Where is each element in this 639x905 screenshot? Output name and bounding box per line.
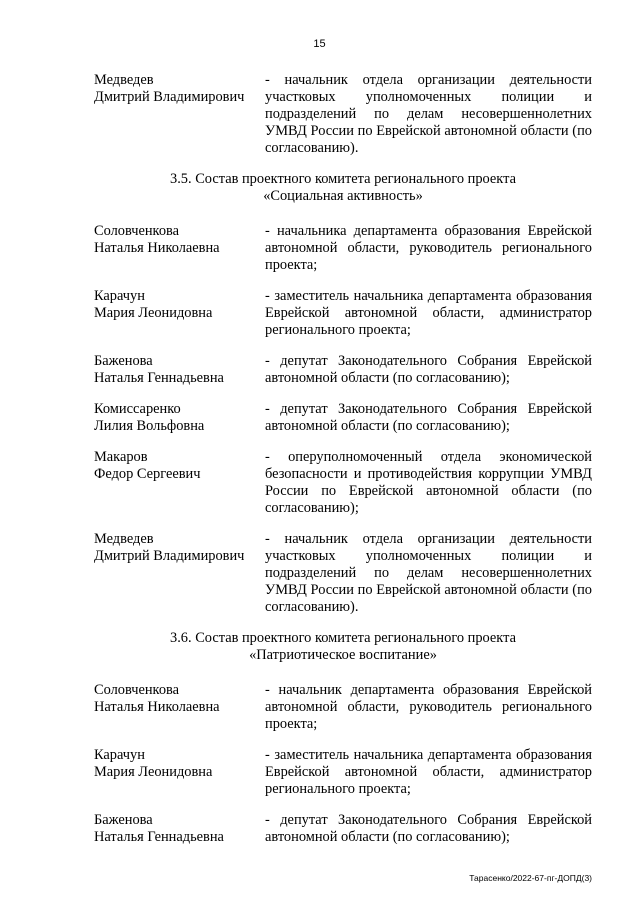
member-entry xyxy=(94,682,592,733)
member-given-names: Мария Леонидовна xyxy=(94,764,213,780)
section-heading-project-name: «Патриотическое воспитание» xyxy=(249,647,437,663)
member-surname: Соловченкова xyxy=(94,682,180,698)
member-role: - начальник отдела организации деятельности участковых уполномоченных полиции и подразделений по делам несовершеннолетних УМВД России по Еврейской автономной области (по согласованию). xyxy=(265,72,592,156)
member-name xyxy=(94,531,265,616)
document-body xyxy=(94,72,592,860)
member-given-names: Наталья Николаевна xyxy=(94,699,220,715)
member-surname: Комиссаренко xyxy=(94,401,181,417)
member-role: - заместитель начальника департамента образования Еврейской автономной области, администратор регионального проекта; xyxy=(265,288,592,338)
member-role: - депутат Законодательного Собрания Еврейской автономной области (по согласованию); xyxy=(265,353,592,386)
member-name xyxy=(94,449,265,517)
member-given-names: Федор Сергеевич xyxy=(94,466,201,482)
member-role: - начальник департамента образования Еврейской автономной области, руководитель регионального проекта; xyxy=(265,682,592,732)
member-role: - заместитель начальника департамента образования Еврейской автономной области, администратор регионального проекта; xyxy=(265,747,592,797)
document-code: Тарасенко/2022-67-пг-ДОПД(3) xyxy=(469,873,592,883)
member-role: - начальник отдела организации деятельности участковых уполномоченных полиции и подразделений по делам несовершеннолетних УМВД России по Еврейской автономной области (по согласованию). xyxy=(265,531,592,615)
member-name xyxy=(94,747,265,798)
member-name xyxy=(94,72,265,157)
member-entry xyxy=(94,812,592,846)
member-entry xyxy=(94,288,592,339)
member-name xyxy=(94,682,265,733)
member-surname: Макаров xyxy=(94,449,148,465)
member-role: - оперуполномоченный отдела экономической безопасности и противодействия коррупции УМВД России по Еврейской автономной области (по согласованию); xyxy=(265,449,592,516)
member-name xyxy=(94,223,265,274)
member-name xyxy=(94,401,265,435)
member-given-names: Лилия Вольфовна xyxy=(94,418,205,434)
member-name xyxy=(94,288,265,339)
section-heading-title: 3.6. Состав проектного комитета регионального проекта xyxy=(170,630,516,646)
member-surname: Карачун xyxy=(94,288,145,304)
member-entry xyxy=(94,449,592,517)
section-heading-title: 3.5. Состав проектного комитета регионального проекта xyxy=(170,171,516,187)
section-heading xyxy=(94,171,592,205)
section-heading-project-name: «Социальная активность» xyxy=(263,188,423,204)
member-entry xyxy=(94,747,592,798)
section-heading xyxy=(94,630,592,664)
member-surname: Медведев xyxy=(94,72,154,88)
member-given-names: Наталья Николаевна xyxy=(94,240,220,256)
member-given-names: Наталья Геннадьевна xyxy=(94,829,224,845)
member-role: - начальника департамента образования Еврейской автономной области, руководитель регионального проекта; xyxy=(265,223,592,273)
member-entry xyxy=(94,72,592,157)
member-role: - депутат Законодательного Собрания Еврейской автономной области (по согласованию); xyxy=(265,812,592,845)
member-surname: Медведев xyxy=(94,531,154,547)
member-name xyxy=(94,353,265,387)
member-given-names: Дмитрий Владимирович xyxy=(94,89,245,105)
member-surname: Карачун xyxy=(94,747,145,763)
member-entry xyxy=(94,353,592,387)
member-name xyxy=(94,812,265,846)
member-surname: Соловченкова xyxy=(94,223,180,239)
page-number: 15 xyxy=(313,38,326,50)
member-entry xyxy=(94,401,592,435)
member-entry xyxy=(94,223,592,274)
member-entry xyxy=(94,531,592,616)
member-given-names: Дмитрий Владимирович xyxy=(94,548,245,564)
member-role: - депутат Законодательного Собрания Еврейской автономной области (по согласованию); xyxy=(265,401,592,434)
member-given-names: Мария Леонидовна xyxy=(94,305,213,321)
member-given-names: Наталья Геннадьевна xyxy=(94,370,224,386)
member-surname: Баженова xyxy=(94,812,153,828)
member-surname: Баженова xyxy=(94,353,153,369)
